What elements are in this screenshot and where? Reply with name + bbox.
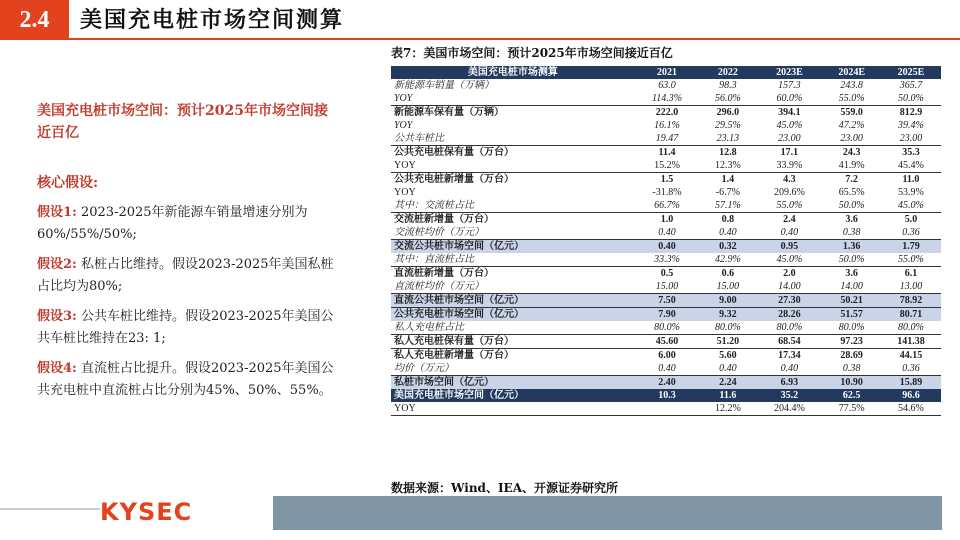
cell-value: 10.90 [822,376,881,390]
cell-value: 23.00 [778,133,801,144]
header-year: 2022 [699,66,756,79]
assumption-list [37,202,337,402]
cell-value: 2.40 [635,376,700,390]
cell-value: 28.69 [822,349,881,363]
table-row [391,402,941,416]
top-bar [0,0,960,40]
cell-value: 78.92 [881,294,941,308]
footer-line [0,508,100,510]
row-label: 其中：直流桩占比 [394,254,474,265]
table-row [391,376,941,390]
cell-value: 55.0% [776,200,803,211]
header-year: 2024E [822,66,881,79]
cell-value: 66.7% [654,200,680,211]
header-year: 2021 [635,66,700,79]
assumption-item [37,254,337,298]
market-table [391,66,941,416]
cell-value: 33.3% [654,254,680,265]
cell-value: 23.13 [716,133,740,144]
cell-value: 50.0% [838,254,865,265]
cell-value: 80.71 [881,308,941,322]
cell-value: 96.6 [881,389,941,402]
cell-value: 68.54 [756,335,822,349]
table-row [391,132,941,146]
cell-value: 0.40 [780,227,799,238]
table-row [391,146,941,160]
assumption-text: 公共车桩比维持。假设2023-2025年美国公共车桩比维持在23: 1; [37,309,334,346]
cell-value: 50.0% [838,200,865,211]
row-label: 私桩市场空间（亿元） [391,376,635,390]
cell-value: 15.00 [655,281,679,292]
cell-value: 0.8 [699,213,756,227]
table-row [391,226,941,240]
table-row [391,349,941,363]
cell-value: 365.7 [899,80,923,91]
cell-value: 0.36 [902,363,920,374]
cell-value: 41.9% [838,160,865,171]
cell-value: 27.30 [756,294,822,308]
cell-value: 0.32 [699,240,756,254]
assumption-item [37,306,337,350]
cell-value: 45.60 [635,335,700,349]
header-year: 2025E [881,66,941,79]
cell-value: 39.4% [898,120,924,131]
cell-value: 0.36 [902,227,920,238]
cell-value: 42.9% [714,254,741,265]
row-label: 私人充电桩保有量（万台） [391,335,635,349]
assumption-label: 假设2: [37,257,77,272]
cell-value: 7.50 [635,294,700,308]
cell-value: 5.0 [881,213,941,227]
cell-value: 80.0% [776,322,803,333]
table-row [391,199,941,213]
assumption-text: 直流桩占比提升。假设2023-2025年美国公共充电桩中直流桩占比分别为45%、50%、55%。 [37,361,334,398]
table-row [391,280,941,294]
cell-value: 7.90 [635,308,700,322]
cell-value: 63.0 [658,80,676,91]
row-label: 公共充电桩新增量（万台） [391,173,635,187]
row-label: 公共充电桩市场空间（亿元） [391,308,635,322]
cell-value: 80.0% [654,322,680,333]
cell-value [635,402,700,416]
section-number: 2.4 [0,0,69,40]
row-label: 交流桩新增量（万台） [391,213,635,227]
cell-value: -6.7% [715,187,740,198]
cell-value: 55.0% [898,254,924,265]
cell-value: 1.79 [881,240,941,254]
cell-value: 60.0% [776,93,803,104]
row-label: 新能源车保有量（万辆） [391,106,635,120]
row-label: YOY [391,402,635,416]
cell-value: 33.9% [776,160,803,171]
cell-value: 559.0 [822,106,881,120]
kysec-logo: KYSEC [100,498,193,526]
row-label: 其中：交流桩占比 [394,200,474,211]
cell-value: 7.2 [822,173,881,187]
cell-value: 14.00 [778,281,801,292]
cell-value: 45.0% [898,200,924,211]
title-underline [69,38,960,40]
cell-value: 0.38 [842,363,861,374]
cell-value: 17.34 [756,349,822,363]
cell-value: 2.4 [756,213,822,227]
row-label: YOY [394,187,416,198]
cell-value: 15.89 [881,376,941,390]
table-row [391,240,941,254]
row-label: YOY [394,93,413,104]
cell-value: 50.0% [898,93,924,104]
cell-value: 23.00 [840,133,863,144]
assumption-text: 私桩占比维持。假设2023-2025年美国私桩占比均为80%; [37,257,334,294]
cell-value: 17.1 [756,146,822,160]
cell-value: 13.00 [899,281,923,292]
cell-value: 65.5% [838,187,865,198]
cell-value: 141.38 [881,335,941,349]
cell-value: 80.0% [714,322,741,333]
cell-value: 77.5% [822,402,881,416]
cell-value: 0.40 [719,227,737,238]
cell-value: 1.36 [822,240,881,254]
cell-value: 53.9% [898,187,924,198]
cell-value: 44.15 [881,349,941,363]
cell-value: 51.20 [699,335,756,349]
cell-value: 209.6% [773,187,805,198]
cell-value: 4.3 [756,173,822,187]
cell-value: 35.2 [756,389,822,402]
cell-value: 80.0% [898,322,924,333]
row-label: 交流公共桩市场空间（亿元） [391,240,635,254]
cell-value: 29.5% [714,120,741,131]
table-row [391,213,941,227]
left-subhead: 美国充电桩市场空间：预计2025年市场空间接近百亿 [37,103,328,141]
cell-value: 54.6% [881,402,941,416]
table-row [391,308,941,322]
row-label: 美国充电桩市场空间（亿元） [391,389,635,402]
cell-value: 1.0 [635,213,700,227]
data-source: 数据来源：Wind、IEA、开源证券研究所 [391,481,619,495]
core-assumptions-label: 核心假设: [37,175,99,191]
cell-value: 47.2% [838,120,865,131]
table-row [391,362,941,376]
table-row [391,389,941,402]
row-label: 新能源车销量（万辆） [394,80,494,91]
cell-value: 24.3 [822,146,881,160]
assumption-item [37,202,337,246]
cell-value: 56.0% [714,93,741,104]
cell-value: 15.00 [716,281,740,292]
cell-value: 55.0% [838,93,865,104]
cell-value: 0.95 [756,240,822,254]
cell-value: 0.40 [780,363,799,374]
cell-value: 0.6 [699,267,756,281]
cell-value: 12.2% [699,402,756,416]
table-row [391,186,941,199]
assumption-item [37,358,337,402]
row-label: YOY [394,120,413,131]
cell-value: 1.5 [635,173,700,187]
table-row [391,92,941,106]
row-label: 交流桩均价（万元） [394,227,484,238]
table-row [391,294,941,308]
cell-value: 0.40 [719,363,737,374]
row-label: 直流公共桩市场空间（亿元） [391,294,635,308]
table-row [391,159,941,173]
cell-value: 98.3 [719,80,737,91]
assumption-label: 假设3: [37,309,77,324]
cell-value: 9.00 [699,294,756,308]
cell-value: 114.3% [651,93,683,104]
cell-value: 0.38 [842,227,861,238]
assumption-text: 2023-2025年新能源车销量增速分别为60%/55%/50%; [37,205,308,242]
cell-value: 0.5 [635,267,700,281]
row-label: YOY [394,160,416,171]
cell-value: 296.0 [699,106,756,120]
cell-value: 45.0% [776,120,803,131]
table-row [391,106,941,120]
cell-value: 394.1 [756,106,822,120]
row-label: 均价（万元） [394,363,454,374]
cell-value: 15.2% [654,160,680,171]
cell-value: 45.0% [776,254,803,265]
cell-value: 11.4 [635,146,700,160]
row-label: 私人充电桩新增量（万台） [391,349,635,363]
cell-value: 11.0 [881,173,941,187]
table-row [391,253,941,267]
header-year: 2023E [756,66,822,79]
cell-value: 243.8 [840,80,863,91]
cell-value: 5.60 [699,349,756,363]
cell-value: 19.47 [655,133,679,144]
cell-value: -31.8% [652,187,682,198]
cell-value: 0.40 [658,363,676,374]
cell-value: 45.4% [898,160,924,171]
cell-value: 2.0 [756,267,822,281]
cell-value: 812.9 [881,106,941,120]
cell-value: 97.23 [822,335,881,349]
table-row [391,119,941,132]
cell-value: 51.57 [822,308,881,322]
cell-value: 28.26 [756,308,822,322]
cell-value: 57.1% [714,200,741,211]
cell-value: 62.5 [822,389,881,402]
cell-value: 157.3 [778,80,801,91]
row-label: 私人充电桩占比 [394,322,464,333]
page-title: 美国充电桩市场空间测算 [80,8,345,33]
table-title: 表7：美国市场空间：预计2025年市场空间接近百亿 [391,46,673,60]
cell-value: 12.3% [714,160,741,171]
cell-value: 222.0 [635,106,700,120]
table-row [391,335,941,349]
cell-value: 3.6 [822,267,881,281]
cell-value: 16.1% [654,120,680,131]
cell-value: 10.3 [635,389,700,402]
row-label: 直流桩新增量（万台） [391,267,635,281]
cell-value: 35.3 [881,146,941,160]
table-row [391,79,941,92]
cell-value: 6.93 [756,376,822,390]
cell-value: 80.0% [838,322,865,333]
cell-value: 9.32 [699,308,756,322]
left-panel [37,100,337,402]
cell-value: 2.24 [699,376,756,390]
cell-value: 23.00 [899,133,923,144]
row-label: 公共充电桩保有量（万台） [391,146,635,160]
cell-value: 50.21 [822,294,881,308]
cell-value: 6.00 [635,349,700,363]
assumption-label: 假设4: [37,361,77,376]
table-row [391,321,941,335]
cell-value: 0.40 [658,227,676,238]
header-label: 美国充电桩市场测算 [391,66,635,79]
table-row [391,267,941,281]
row-label: 公共车桩比 [394,133,444,144]
cell-value: 11.6 [699,389,756,402]
cell-value: 6.1 [881,267,941,281]
cell-value: 0.40 [635,240,700,254]
cell-value: 3.6 [822,213,881,227]
table-row [391,173,941,187]
cell-value: 14.00 [840,281,863,292]
table-header-row [391,66,941,79]
footer-bar [273,496,942,530]
cell-value: 1.4 [699,173,756,187]
cell-value: 204.4% [756,402,822,416]
cell-value: 12.8 [699,146,756,160]
assumption-label: 假设1: [37,205,77,220]
row-label: 直流桩均价（万元） [394,281,484,292]
